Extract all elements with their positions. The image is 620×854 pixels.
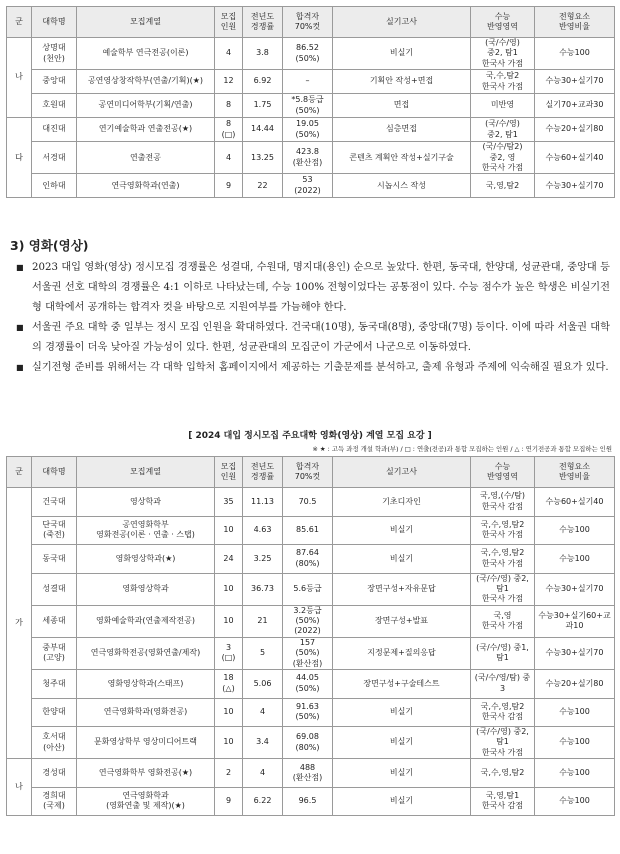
table-row [7,670,615,699]
csat-areas-cell: 국,영,(수/탐) 한국사 감점 [471,488,535,517]
prev-ratio-cell: 11.13 [243,488,283,517]
csat-areas-cell: 국,영,탐1 한국사 감점 [471,787,535,816]
header-group: 군 [7,7,32,38]
header-prev-ratio: 전년도 경쟁률 [243,7,283,38]
ratio-cell: 수능20+실기80 [535,670,615,699]
practical-exam-cell: 비실기 [333,698,471,727]
header-csat-areas: 수능 반영영역 [471,457,535,488]
practical-exam-cell: 비실기 [333,787,471,816]
cutoff-cell: 96.5 [283,787,333,816]
csat-areas-cell: 국,수,영,탐2 한국사 가점 [471,516,535,545]
ratio-cell: 수능100 [535,698,615,727]
bullet-item: ■ 2023 대입 영화(영상) 정시모집 경쟁률은 성결대, 수원대, 명지대(용인) 순으로 높았다. 한편, 동국대, 한양대, 성균관대, 중앙대 등 서울권 선호 대학의 경쟁률은 4:1 이하로 나타났는데, 수능 100% 전형이었다는 공통점이 있다. 수능 점수가 높은 학생은 비실기전형 대학에서 공개하는 합격자 컷을 바탕으로 지원여부를 가늠해야 한다. [32,258,610,318]
university-cell: 중부대 (고양) [32,637,77,669]
csat-areas-cell: 국,영,탐2 [471,174,535,198]
quota-cell: 2 [215,759,243,788]
group-cell: 다 [7,118,32,198]
table-row [7,787,615,816]
prev-ratio-cell: 14.44 [243,118,283,142]
csat-areas-cell: 국,수,영,탐2 [471,759,535,788]
university-cell: 한양대 [32,698,77,727]
cutoff-cell: 70.5 [283,488,333,517]
university-cell: 호원대 [32,94,77,118]
department-cell: 영화영상학과(스태프) [77,670,215,699]
table-row [7,637,615,669]
table-row [7,38,615,70]
ratio-cell: 수능20+실기80 [535,118,615,142]
csat-areas-cell: 미반영 [471,94,535,118]
ratio-cell: 수능60+실기40 [535,488,615,517]
practical-exam-cell: 콘텐츠 계획안 작성+실기구술 [333,142,471,174]
quota-cell: 3 (□) [215,637,243,669]
department-cell: 공연영화학부 영화전공(이론 · 연출 · 스탭) [77,516,215,545]
csat-areas-cell: 국,수,영,탐2 한국사 가점 [471,545,535,574]
prev-ratio-cell: 4 [243,698,283,727]
table-row [7,174,615,198]
header-ratio: 전형요소 반영비율 [535,457,615,488]
ratio-cell: 수능100 [535,516,615,545]
bullet-list [32,258,610,378]
department-cell: 공연미디어학부(기획/연출) [77,94,215,118]
table-header-row [7,457,615,488]
table-row [7,516,615,545]
practical-exam-cell: 비실기 [333,759,471,788]
practical-exam-cell: 비실기 [333,38,471,70]
practical-exam-cell: 비실기 [333,545,471,574]
department-cell: 공연영상창작학부(연출/기획)(★) [77,70,215,94]
table-row [7,605,615,637]
prev-ratio-cell: 36.73 [243,573,283,605]
practical-exam-cell: 장면구성+구술테스트 [333,670,471,699]
csat-areas-cell: 국,수,영,탐2 한국사 감점 [471,698,535,727]
table-row [7,759,615,788]
cutoff-cell: 44.05 (50%) [283,670,333,699]
header-cutoff: 합격자 70%컷 [283,457,333,488]
practical-exam-cell: 비실기 [333,516,471,545]
header-university: 대학명 [32,7,77,38]
university-cell: 대진대 [32,118,77,142]
quota-cell: 10 [215,698,243,727]
department-cell: 영화영상학과(★) [77,545,215,574]
quota-cell: 10 [215,727,243,759]
table-row [7,488,615,517]
ratio-cell: 수능30+실기70 [535,174,615,198]
cutoff-cell: 86.52 (50%) [283,38,333,70]
ratio-cell: 수능30+실기70 [535,573,615,605]
prev-ratio-cell: 6.92 [243,70,283,94]
quota-cell: 9 [215,787,243,816]
bullet-item: ■ 실기전형 준비를 위해서는 각 대학 입학처 홈페이지에서 제공하는 기출문제를 분석하고, 출제 유형과 주제에 익숙해질 필요가 있다. [32,358,610,378]
department-cell: 연기예술학과 연출전공(★) [77,118,215,142]
quota-cell: 10 [215,573,243,605]
cutoff-cell: 3.2등급 (50%) (2022) [283,605,333,637]
cutoff-cell: 19.05 (50%) [283,118,333,142]
practical-exam-cell: 장면구성+발표 [333,605,471,637]
practical-exam-cell: 시놉시스 작성 [333,174,471,198]
bullet-item: ■ 서울권 주요 대학 중 일부는 정시 모집 인원을 확대하였다. 건국대(10명), 동국대(8명), 중앙대(7명) 등이다. 이에 따라 서울권 대학의 경쟁률이 더욱 낮아질 가능성이 있다. 한편, 성균관대의 모집군이 가군에서 나군으로 이동하였다. [32,318,610,358]
table-row [7,727,615,759]
practical-exam-cell: 비실기 [333,727,471,759]
quota-cell: 4 [215,142,243,174]
ratio-cell: 실기70+교과30 [535,94,615,118]
ratio-cell: 수능100 [535,545,615,574]
csat-areas-cell: (국/수/영) 중2, 탐1 [471,118,535,142]
department-cell: 연극영화학과(영화전공) [77,698,215,727]
header-quota: 모집 인원 [215,7,243,38]
department-cell: 영상학과 [77,488,215,517]
table-row [7,698,615,727]
ratio-cell: 수능100 [535,787,615,816]
csat-areas-cell: 국,수,탐2 한국사 가점 [471,70,535,94]
csat-areas-cell: 국,영 한국사 가점 [471,605,535,637]
cutoff-cell: 157 (50%) (환산점) [283,637,333,669]
practical-exam-cell: 기획안 작성+면접 [333,70,471,94]
csat-areas-cell: (국/수/영/탐) 중3 [471,670,535,699]
cutoff-cell: 488 (환산점) [283,759,333,788]
quota-cell: 10 [215,605,243,637]
practical-exam-cell: 지정문제+질의응답 [333,637,471,669]
header-cutoff: 합격자 70%컷 [283,7,333,38]
department-cell: 영화영상학과 [77,573,215,605]
cutoff-cell: *5.8등급 (50%) [283,94,333,118]
department-cell: 연극영화학부 영화전공(★) [77,759,215,788]
cutoff-cell: 85.61 [283,516,333,545]
university-cell: 세종대 [32,605,77,637]
quota-cell: 4 [215,38,243,70]
prev-ratio-cell: 3.4 [243,727,283,759]
header-quota: 모집 인원 [215,457,243,488]
ratio-cell: 수능60+실기40 [535,142,615,174]
header-prev-ratio: 전년도 경쟁률 [243,457,283,488]
cutoff-cell: 87.64 (80%) [283,545,333,574]
header-csat-areas: 수능 반영영역 [471,7,535,38]
cutoff-cell: 5.6등급 [283,573,333,605]
university-cell: 호서대 (아산) [32,727,77,759]
table-caption: [ 2024 대입 정시모집 주요대학 영화(영상) 계열 모집 요강 ] [188,431,432,441]
admissions-table-1 [6,6,615,198]
practical-exam-cell: 심층면접 [333,118,471,142]
ratio-cell: 수능100 [535,727,615,759]
university-cell: 성결대 [32,573,77,605]
cutoff-cell: 423.8 (환산점) [283,142,333,174]
cutoff-cell: 91.63 (50%) [283,698,333,727]
university-cell: 단국대 (죽전) [32,516,77,545]
header-practical-exam: 실기고사 [333,7,471,38]
quota-cell: 8 (□) [215,118,243,142]
quota-cell: 12 [215,70,243,94]
quota-cell: 9 [215,174,243,198]
ratio-cell: 수능30+실기70 [535,70,615,94]
table-header-row [7,7,615,38]
header-department: 모집계열 [77,457,215,488]
prev-ratio-cell: 6.22 [243,787,283,816]
university-cell: 경성대 [32,759,77,788]
prev-ratio-cell: 3.25 [243,545,283,574]
admissions-table-2 [6,456,615,816]
department-cell: 연출전공 [77,142,215,174]
cutoff-cell: 53 (2022) [283,174,333,198]
department-cell: 연극영화학과(연출) [77,174,215,198]
csat-areas-cell: (국/수/영) 중1, 탐1 [471,637,535,669]
prev-ratio-cell: 3.8 [243,38,283,70]
practical-exam-cell: 기초디자인 [333,488,471,517]
header-ratio: 전형요소 반영비율 [535,7,615,38]
prev-ratio-cell: 5.06 [243,670,283,699]
table-row [7,94,615,118]
department-cell: 연극영화학과 (영화연출 및 제작)(★) [77,787,215,816]
table-row [7,573,615,605]
quota-cell: 35 [215,488,243,517]
university-cell: 서경대 [32,142,77,174]
practical-exam-cell: 장면구성+자유문답 [333,573,471,605]
group-cell: 가 [7,488,32,759]
prev-ratio-cell: 22 [243,174,283,198]
section-title: 3) 영화(영상) [10,238,89,253]
prev-ratio-cell: 1.75 [243,94,283,118]
prev-ratio-cell: 5 [243,637,283,669]
prev-ratio-cell: 4 [243,759,283,788]
prev-ratio-cell: 13.25 [243,142,283,174]
department-cell: 예술학부 연극전공(이론) [77,38,215,70]
department-cell: 연극영화학전공(영화연출/제작) [77,637,215,669]
table-legend: ※ ★ : 고득 과정 개설 학과(부) / □ : 연출(전공)과 통합 모집하는 인원 / △ : 연기전공과 통합 모집하는 인원 [312,445,612,453]
university-cell: 인하대 [32,174,77,198]
quota-cell: 18 (△) [215,670,243,699]
ratio-cell: 수능100 [535,759,615,788]
university-cell: 청주대 [32,670,77,699]
prev-ratio-cell: 21 [243,605,283,637]
prev-ratio-cell: 4.63 [243,516,283,545]
university-cell: 경희대 (국제) [32,787,77,816]
quota-cell: 10 [215,516,243,545]
group-cell: 나 [7,759,32,816]
cutoff-cell: – [283,70,333,94]
header-department: 모집계열 [77,7,215,38]
department-cell: 영화예술학과(연출제작전공) [77,605,215,637]
university-cell: 건국대 [32,488,77,517]
university-cell: 동국대 [32,545,77,574]
header-university: 대학명 [32,457,77,488]
quota-cell: 8 [215,94,243,118]
ratio-cell: 수능30+실기60+교과10 [535,605,615,637]
table-row [7,545,615,574]
table-row [7,118,615,142]
ratio-cell: 수능30+실기70 [535,637,615,669]
csat-areas-cell: (국/수/영) 중2, 탐1 한국사 가점 [471,38,535,70]
group-cell: 나 [7,38,32,118]
cutoff-cell: 69.08 (80%) [283,727,333,759]
header-practical-exam: 실기고사 [333,457,471,488]
quota-cell: 24 [215,545,243,574]
csat-areas-cell: (국/수/영) 중2, 탐1 한국사 가점 [471,727,535,759]
csat-areas-cell: (국/수/영) 중2, 탐1 한국사 가점 [471,573,535,605]
university-cell: 중앙대 [32,70,77,94]
department-cell: 문화영상학부 영상미디어트랙 [77,727,215,759]
practical-exam-cell: 면접 [333,94,471,118]
header-group: 군 [7,457,32,488]
table-row [7,70,615,94]
ratio-cell: 수능100 [535,38,615,70]
csat-areas-cell: (국/수/탐2) 중2, 영 한국사 가점 [471,142,535,174]
university-cell: 상명대 (천안) [32,38,77,70]
table-row [7,142,615,174]
